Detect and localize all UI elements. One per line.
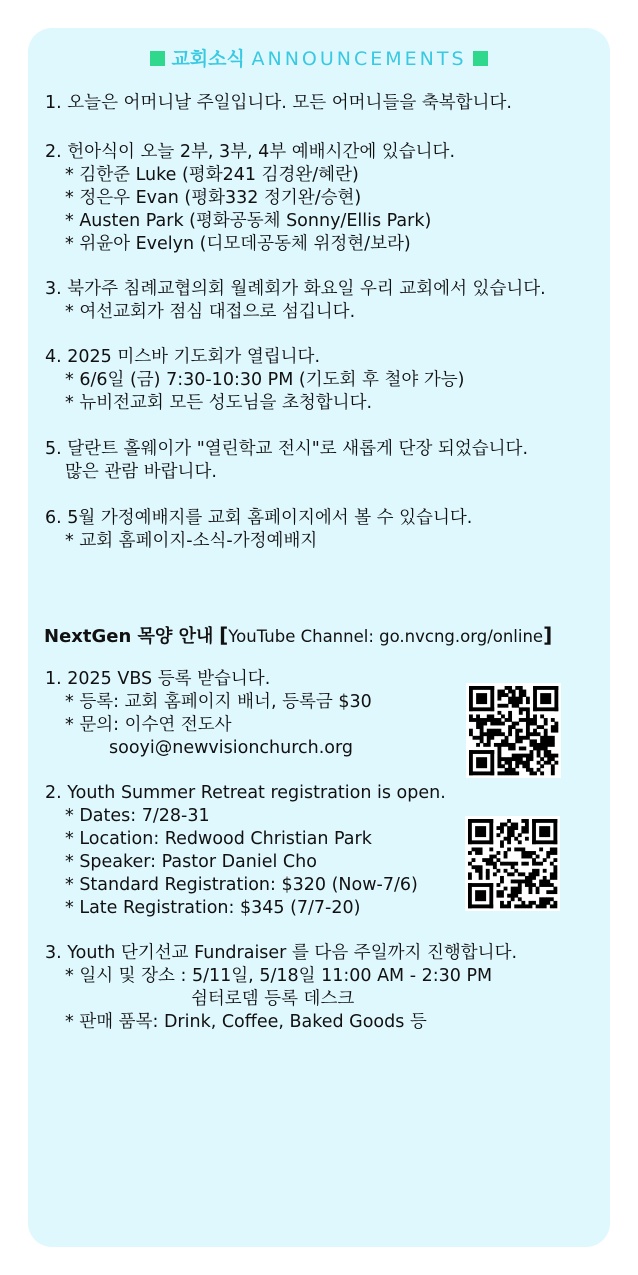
nextgen-detail: * Location: Redwood Christian Park	[65, 829, 372, 849]
nextgen-item-3	[45, 942, 602, 1034]
announcement-detail: * 교회 홈페이지-소식-가정예배지	[65, 531, 318, 551]
vbs-qr-code-icon[interactable]	[466, 683, 561, 778]
announcement-4	[45, 346, 602, 415]
header-title-ko: 교회소식	[171, 48, 245, 70]
bracket-open: [	[219, 623, 229, 647]
announcement-text: 6. 5월 가정예배지를 교회 홈페이지에서 볼 수 있습니다.	[45, 508, 473, 528]
nextgen-detail: 쉼터로뎀 등록 데스크	[191, 989, 355, 1009]
green-square-icon	[150, 51, 165, 66]
nextgen-detail: * 일시 및 장소 : 5/11일, 5/18일 11:00 AM - 2:30 PM	[65, 966, 493, 986]
announcement-text: 2. 헌아식이 오늘 2부, 3부, 4부 예배시간에 있습니다.	[45, 142, 456, 162]
announcement-detail: 많은 관람 바랍니다.	[65, 462, 217, 482]
nextgen-detail: * Standard Registration: $320 (Now-7/6)	[65, 875, 418, 895]
announcement-text: 3. 북가주 침례교협의회 월례회가 화요일 우리 교회에서 있습니다.	[45, 279, 546, 299]
retreat-qr-code-icon[interactable]	[465, 816, 560, 911]
announcement-detail: * Austen Park (평화공동체 Sonny/Ellis Park)	[65, 211, 432, 231]
contact-email: sooyi@newvisionchurch.org	[109, 738, 354, 758]
bracket-close: ]	[543, 623, 553, 647]
announcement-detail: * 뉴비전교회 모든 성도님을 초청합니다.	[65, 393, 373, 413]
announcement-6	[45, 507, 602, 553]
announcements-card	[28, 28, 610, 1247]
announcement-1	[45, 92, 602, 115]
nextgen-detail: * Dates: 7/28-31	[65, 806, 210, 826]
nextgen-text: 3. Youth 단기선교 Fundraiser 를 다음 주일까지 진행합니다.	[45, 943, 518, 963]
announcements-header	[28, 44, 610, 71]
youtube-channel: YouTube Channel: go.nvcng.org/online	[228, 627, 544, 646]
announcement-2	[45, 141, 602, 256]
nextgen-title	[44, 622, 552, 648]
announcement-detail: * 위윤아 Evelyn (디모데공동체 위정현/보라)	[65, 234, 411, 254]
nextgen-detail: * Speaker: Pastor Daniel Cho	[65, 852, 317, 872]
nextgen-detail: * 판매 품목: Drink, Coffee, Baked Goods 등	[65, 1012, 427, 1032]
nextgen-title-text: NextGen 목양 안내	[44, 626, 214, 647]
announcement-3	[45, 278, 602, 324]
nextgen-detail: * 문의: 이수연 전도사	[65, 715, 232, 735]
announcement-text: 5. 달란트 홀웨이가 "열린학교 전시"로 새롭게 단장 되었습니다.	[45, 439, 529, 459]
announcement-detail: * 여선교회가 점심 대접으로 섬깁니다.	[65, 302, 356, 322]
nextgen-text: 2. Youth Summer Retreat registration is open.	[45, 783, 446, 803]
nextgen-detail: * Late Registration: $345 (7/7-20)	[65, 898, 361, 918]
header-title-en: ANNOUNCEMENTS	[251, 48, 467, 70]
announcement-text: 1. 오늘은 어머니날 주일입니다. 모든 어머니들을 축복합니다.	[45, 93, 512, 113]
nextgen-detail: * 등록: 교회 홈페이지 배너, 등록금 $30	[65, 692, 372, 712]
nextgen-text: 1. 2025 VBS 등록 받습니다.	[45, 669, 271, 689]
announcement-5	[45, 438, 602, 484]
green-square-icon	[473, 51, 488, 66]
announcement-text: 4. 2025 미스바 기도회가 열립니다.	[45, 347, 321, 367]
announcement-detail: * 김한준 Luke (평화241 김경완/혜란)	[65, 165, 359, 185]
announcement-detail: * 6/6일 (금) 7:30-10:30 PM (기도회 후 철야 가능)	[65, 370, 465, 390]
announcement-detail: * 정은우 Evan (평화332 정기완/승현)	[65, 188, 362, 208]
